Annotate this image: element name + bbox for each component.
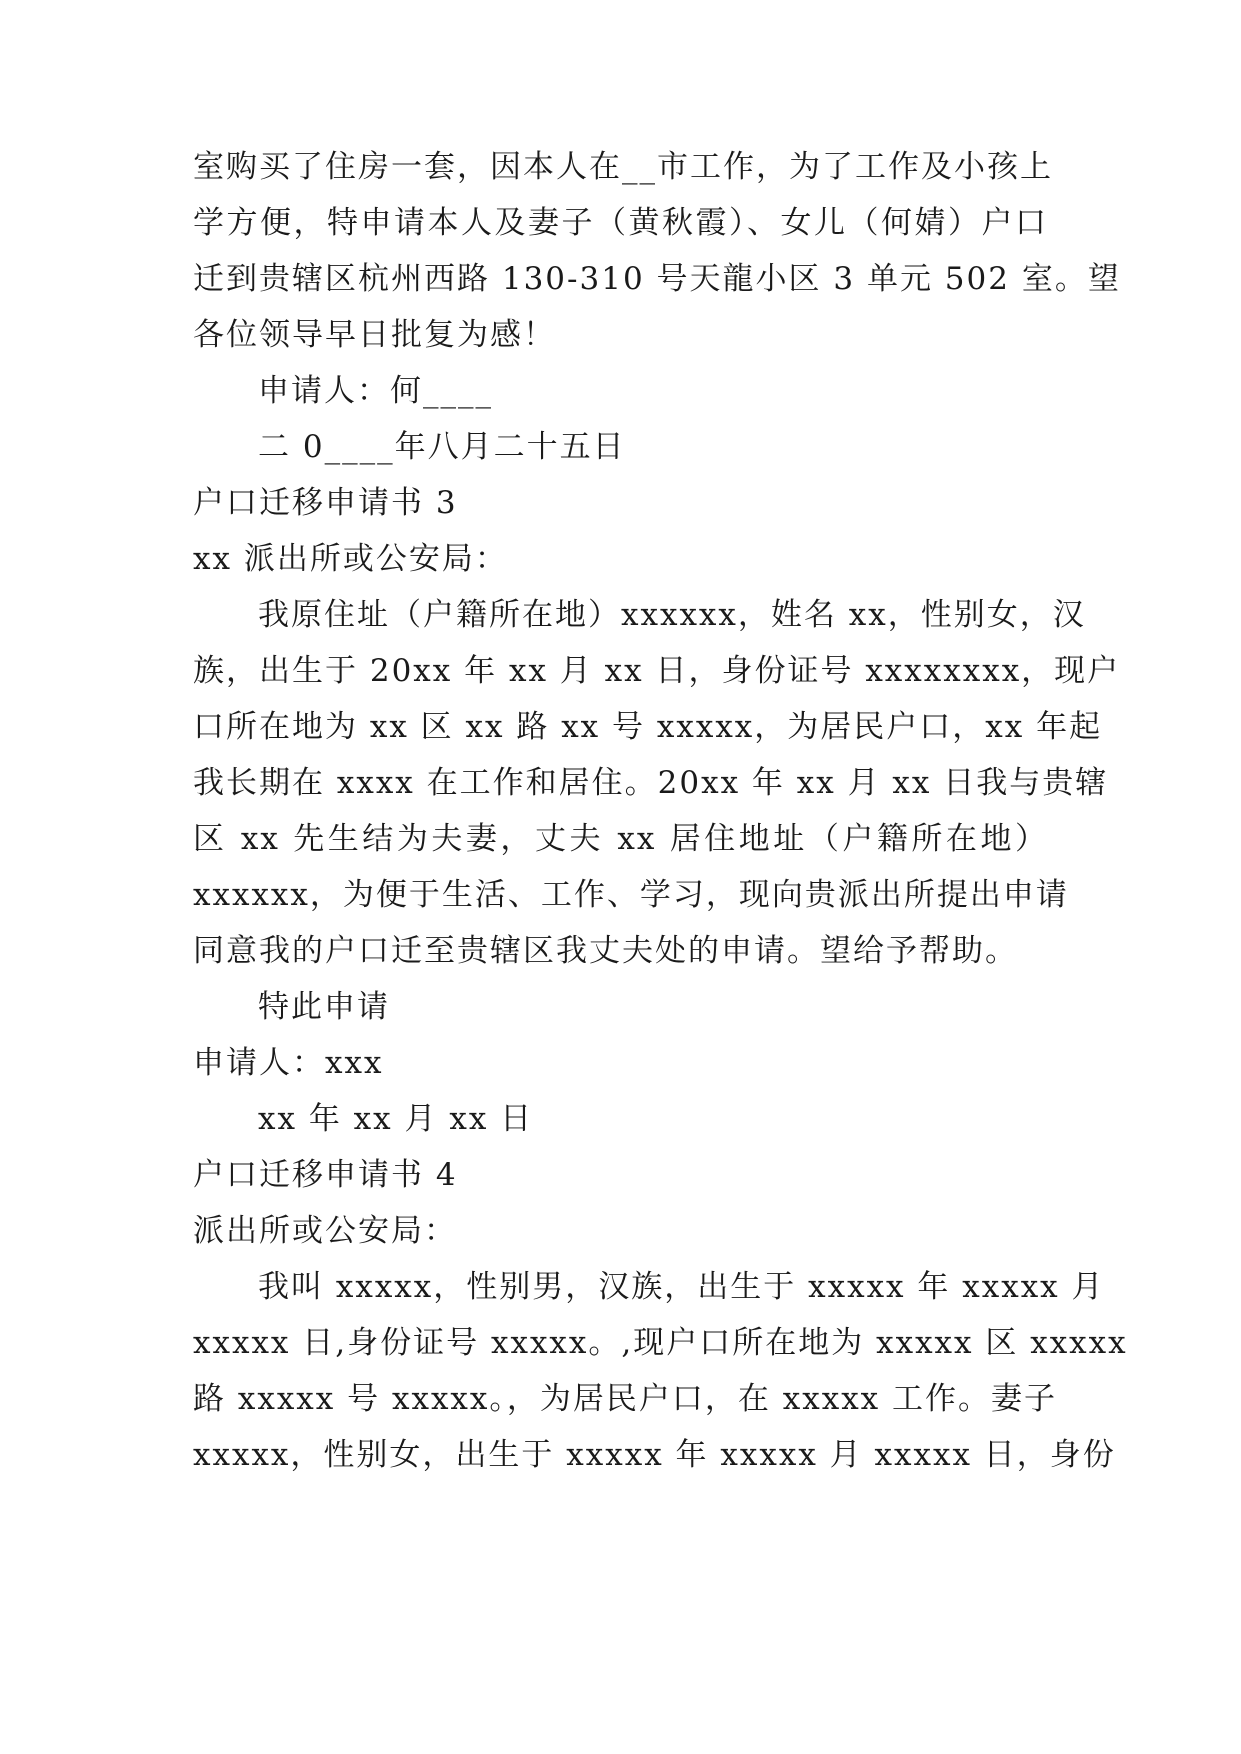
closing-line: 特此申请	[258, 989, 390, 1025]
paragraph-line: 我叫 xxxxx，性别男，汉族，出生于 xxxxx 年 xxxxx 月	[258, 1269, 1105, 1305]
date-line: xx 年 xx 月 xx 日	[258, 1101, 534, 1137]
section-title: 户口迁移申请书 4	[193, 1157, 458, 1193]
paragraph-line: 我原住址（户籍所在地）xxxxxx，姓名 xx，性别女，汉	[258, 597, 1086, 633]
paragraph-line: 路 xxxxx 号 xxxxx。，为居民户口，在 xxxxx 工作。妻子	[193, 1381, 1058, 1417]
applicant-line: 申请人：xxx	[193, 1045, 384, 1081]
section-title: 户口迁移申请书 3	[193, 485, 458, 521]
recipient-line: xx 派出所或公安局：	[193, 541, 508, 577]
recipient-line: 派出所或公安局：	[193, 1213, 457, 1249]
paragraph-line: 学方便，特申请本人及妻子（黄秋霞）、女儿（何婧）户口	[193, 205, 1048, 241]
paragraph-line: xxxxxx，为便于生活、工作、学习，现向贵派出所提出申请	[193, 877, 1069, 913]
paragraph-line: 族，出生于 20xx 年 xx 月 xx 日，身份证号 xxxxxxxx，现户	[193, 653, 1121, 689]
paragraph-line: 同意我的户口迁至贵辖区我丈夫处的申请。望给予帮助。	[193, 933, 1018, 969]
date-line: 二 0____年八月二十五日	[258, 429, 626, 465]
paragraph-line: 我长期在 xxxx 在工作和居住。20xx 年 xx 月 xx 日我与贵辖	[193, 765, 1109, 801]
paragraph-line: 室购买了住房一套，因本人在__市工作，为了工作及小孩上	[193, 149, 1053, 185]
paragraph-line: 迁到贵辖区杭州西路 130-310 号天龍小区 3 单元 502 室。望	[193, 261, 1121, 297]
paragraph-line: 各位领导早日批复为感！	[193, 317, 556, 353]
paragraph-line: 口所在地为 xx 区 xx 路 xx 号 xxxxx，为居民户口，xx 年起	[193, 709, 1103, 745]
applicant-line: 申请人：何____	[258, 373, 493, 409]
paragraph-line: xxxxx 日,身份证号 xxxxx。,现户口所在地为 xxxxx 区 xxxxx	[193, 1325, 1128, 1361]
paragraph-line: 区 xx 先生结为夫妻，丈夫 xx 居住地址（户籍所在地）	[193, 821, 1048, 857]
paragraph-line: xxxxx，性别女，出生于 xxxxx 年 xxxxx 月 xxxxx 日，身份	[193, 1437, 1116, 1473]
